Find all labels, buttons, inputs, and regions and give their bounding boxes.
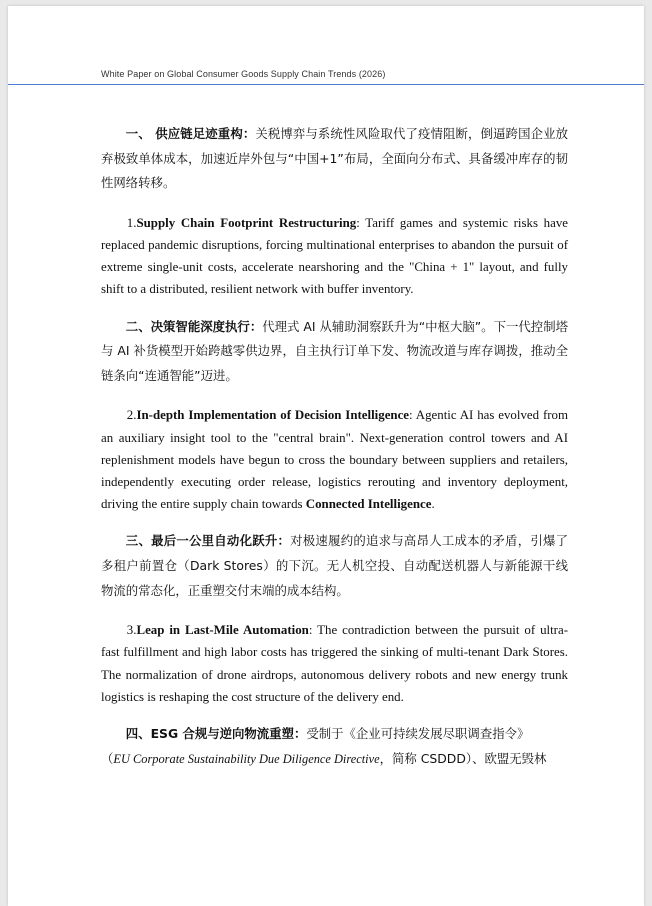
section-1-chinese-heading: 一、 供应链足迹重构： <box>125 126 256 141</box>
document-body <box>101 122 568 784</box>
running-header: White Paper on Global Consumer Goods Supply Chain Trends (2026) <box>101 69 386 79</box>
section-2-chinese-paragraph <box>101 315 568 389</box>
section-2-chinese-text: 代理式 AI 从辅助洞察跃升为“中枢大脑”。下一代控制塔与 AI 补货模型开始跨越零供边界，自主执行订单下发、物流改道与库存调拨，推动全链条向“连通智能”迈进。 <box>101 318 568 383</box>
section-1-chinese-paragraph <box>101 122 568 196</box>
section-3-english-paragraph <box>101 619 568 708</box>
section-3-english-heading: Leap in Last-Mile Automation <box>136 623 309 638</box>
section-3-chinese-heading: 三、最后一公里自动化跃升： <box>125 533 291 549</box>
section-4-continuation-text: ，简称 CSDDD）、欧盟无毁林 <box>379 750 547 766</box>
section-2-english-heading: In-depth Implementation of Decision Intelligence <box>136 408 410 423</box>
section-2-english-tail: . <box>431 497 435 512</box>
section-1-english-paragraph <box>101 212 568 301</box>
section-3-number: 3. <box>126 623 137 638</box>
section-4-chinese-paragraph <box>101 722 568 747</box>
section-2-english-emphasis: Connected Intelligence <box>305 497 432 512</box>
section-2-english-text: : Agentic AI has evolved from an auxiliary insight tool to the "central brain". Next-generation control towers and AI replenishment models have begun to cross the boundary between suppliers and retailers, independently executing order release, logistics rerouting and inventory deployment, driving the entire supply chain towards <box>101 408 569 512</box>
section-1-number: 1. <box>126 215 137 230</box>
section-1-english-text: : Tariff games and systemic risks have replaced pandemic disruptions, forcing multinational enterprises to abandon the pursuit of extreme single-unit costs, accelerate nearshoring and the "China + 1" layout, and fully shift to a distributed, resilient network with buffer inventory. <box>101 215 568 297</box>
section-4-directive-name: EU Corporate Sustainability Due Diligence Directive <box>113 751 380 766</box>
section-3-english-text: : The contradiction between the pursuit of ultra-fast fulfillment and high labor costs has triggered the sinking of multi-tenant Dark Stores. The normalization of drone airdrops, autonomous delivery robots and new energy trunk logistics is reshaping the cost structure of the delivery end. <box>101 623 568 704</box>
section-1-chinese-text: 关税博弈与系统性风险取代了疫情阻断，倒逼跨国企业放弃极致单体成本，加速近岸外包与“中国+1”布局，全面向分布式、具备缓冲库存的韧性网络转移。 <box>101 126 568 191</box>
section-2-number: 2. <box>126 408 137 423</box>
section-3-chinese-text: 对极速履约的追求与高昂人工成本的矛盾，引爆了多租户前置仓（Dark Stores）的下沉。无人机空投、自动配送机器人与新能源干线物流的常态化，正重塑交付末端的成本结构。 <box>101 533 569 598</box>
section-4-chinese-continuation <box>101 747 568 772</box>
section-4-open-paren: （ <box>101 750 114 766</box>
document-page <box>8 6 644 906</box>
section-1-english-heading: Supply Chain Footprint Restructuring <box>136 215 357 230</box>
section-4-chinese-heading: 四、ESG 合规与逆向物流重塑： <box>125 725 307 741</box>
section-4-chinese-text: 受制于《企业可持续发展尽职调查指令》 <box>306 725 530 741</box>
section-2-chinese-heading: 二、决策智能深度执行： <box>125 318 263 334</box>
header-rule <box>8 84 644 85</box>
section-3-chinese-paragraph <box>101 529 568 603</box>
section-2-english-paragraph <box>101 404 568 515</box>
